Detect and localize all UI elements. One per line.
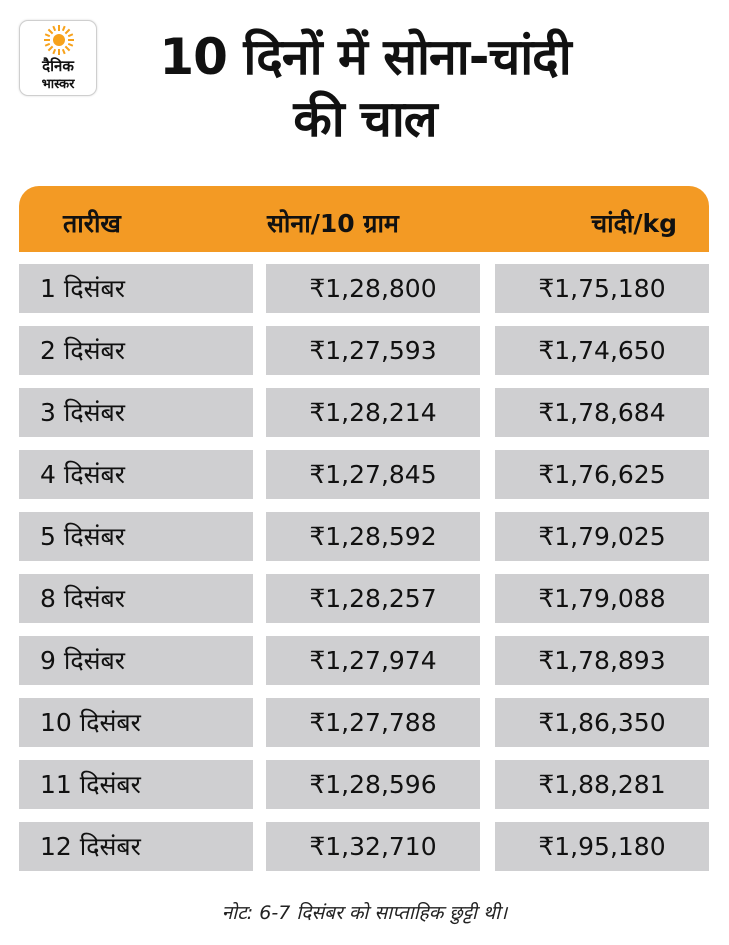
- gold-price-cell: ₹1,32,710: [266, 822, 480, 871]
- gold-price-cell: ₹1,28,257: [266, 574, 480, 623]
- logo-text-line1: दैनिक: [42, 57, 74, 75]
- date-cell: 4 दिसंबर: [19, 450, 253, 499]
- gold-price-cell: ₹1,28,592: [266, 512, 480, 561]
- date-cell: 3 दिसंबर: [19, 388, 253, 437]
- gold-price-cell: ₹1,27,593: [266, 326, 480, 375]
- sun-icon: [44, 25, 74, 55]
- table-row: [19, 512, 709, 561]
- dainik-bhaskar-logo: [19, 20, 97, 96]
- page-title: [100, 26, 630, 150]
- silver-price-cell: ₹1,95,180: [495, 822, 709, 871]
- table-row: [19, 822, 709, 871]
- silver-price-cell: ₹1,78,893: [495, 636, 709, 685]
- title-line2: की चाल: [293, 90, 437, 148]
- gold-price-cell: ₹1,27,974: [266, 636, 480, 685]
- date-cell: 5 दिसंबर: [19, 512, 253, 561]
- silver-price-cell: ₹1,88,281: [495, 760, 709, 809]
- silver-price-cell: ₹1,76,625: [495, 450, 709, 499]
- table-row: [19, 450, 709, 499]
- table-row: [19, 636, 709, 685]
- silver-price-cell: ₹1,79,088: [495, 574, 709, 623]
- date-cell: 8 दिसंबर: [19, 574, 253, 623]
- table-header: [19, 186, 709, 252]
- date-cell: 2 दिसंबर: [19, 326, 253, 375]
- date-cell: 11 दिसंबर: [19, 760, 253, 809]
- gold-price-cell: ₹1,28,800: [266, 264, 480, 313]
- table-row: [19, 574, 709, 623]
- date-cell: 10 दिसंबर: [19, 698, 253, 747]
- silver-price-cell: ₹1,79,025: [495, 512, 709, 561]
- logo-text-line2: भास्कर: [41, 77, 75, 92]
- header-date: तारीख: [63, 209, 121, 238]
- table-row: [19, 326, 709, 375]
- date-cell: 12 दिसंबर: [19, 822, 253, 871]
- silver-price-cell: ₹1,86,350: [495, 698, 709, 747]
- date-cell: 1 दिसंबर: [19, 264, 253, 313]
- footnote: नोट: 6-7 दिसंबर को साप्ताहिक छुट्टी थी।: [221, 902, 508, 924]
- gold-price-cell: ₹1,28,596: [266, 760, 480, 809]
- header-gold: सोना/10 ग्राम: [267, 209, 399, 238]
- silver-price-cell: ₹1,75,180: [495, 264, 709, 313]
- gold-price-cell: ₹1,28,214: [266, 388, 480, 437]
- title-line1: 10 दिनों में सोना-चांदी: [159, 28, 571, 86]
- table-row: [19, 388, 709, 437]
- table-row: [19, 698, 709, 747]
- silver-price-cell: ₹1,74,650: [495, 326, 709, 375]
- table-row: [19, 264, 709, 313]
- gold-price-cell: ₹1,27,845: [266, 450, 480, 499]
- silver-price-cell: ₹1,78,684: [495, 388, 709, 437]
- table-row: [19, 760, 709, 809]
- date-cell: 9 दिसंबर: [19, 636, 253, 685]
- header-silver: चांदी/kg: [591, 209, 677, 238]
- gold-price-cell: ₹1,27,788: [266, 698, 480, 747]
